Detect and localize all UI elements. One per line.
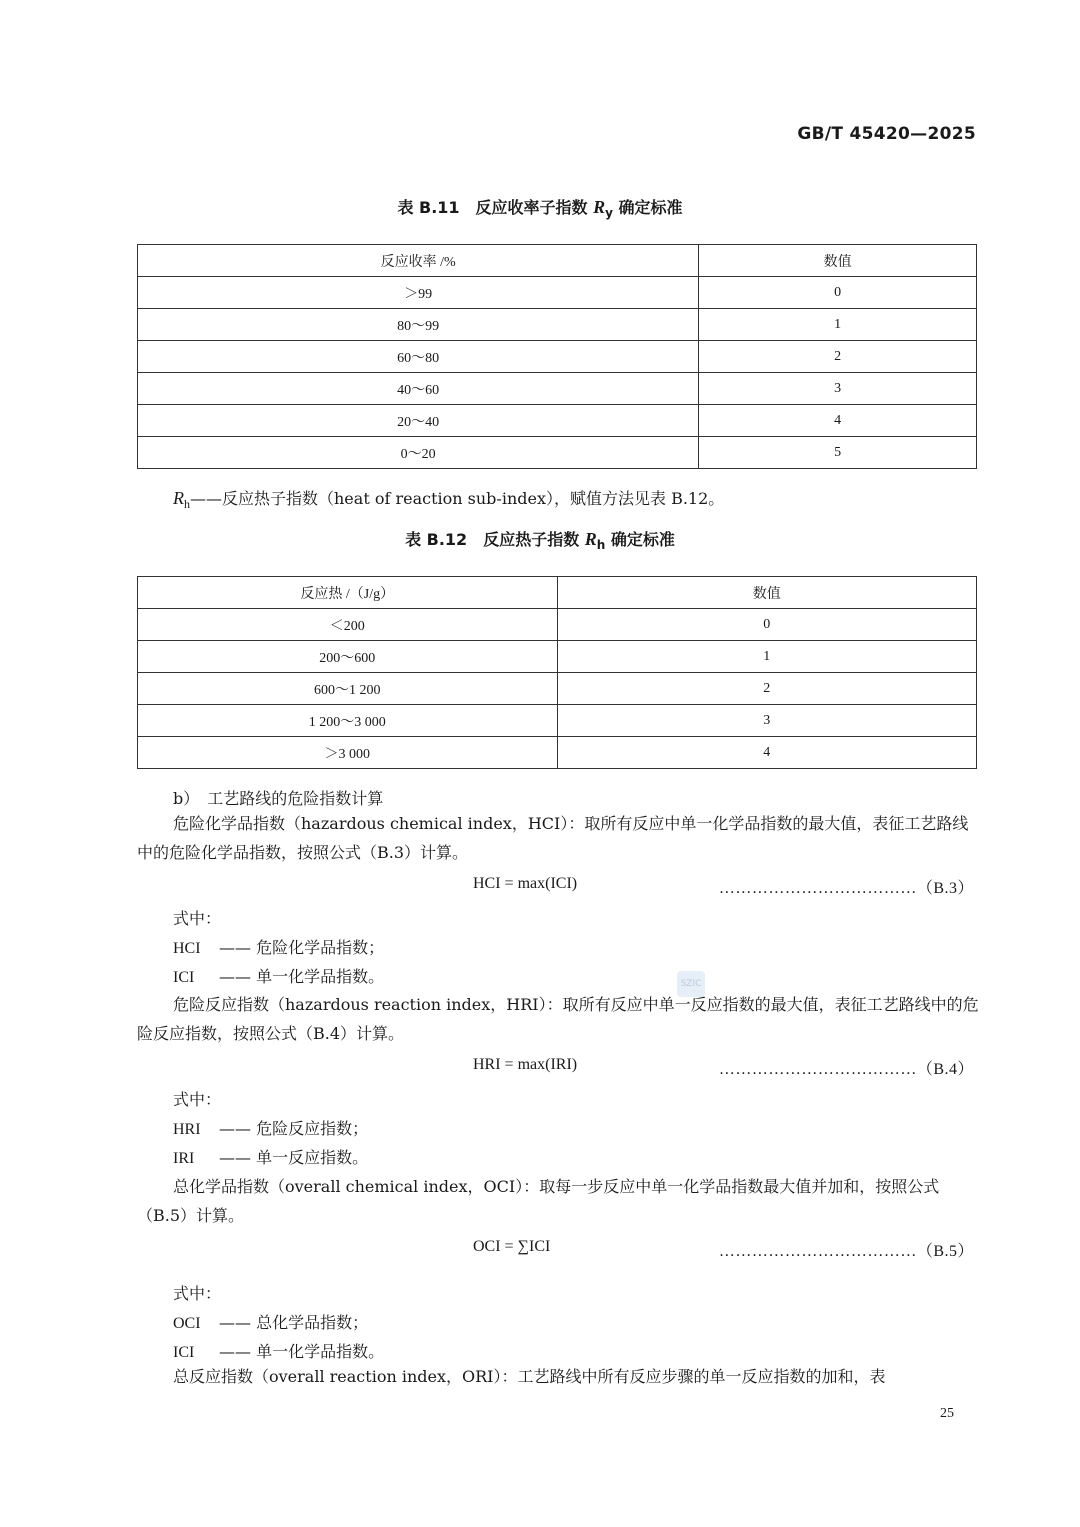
rh-text: ——反应热子指数（heat of reaction sub-index），赋值方法见表 B.12。 [190, 489, 725, 508]
standard-code: GB/T 45420—2025 [797, 124, 976, 144]
formula-b4 [137, 1056, 980, 1076]
value-cell: 2 [557, 673, 976, 705]
value-cell: 1 [557, 641, 976, 673]
where-label: 式中： [173, 1284, 222, 1303]
table-row [138, 341, 977, 373]
range-cell: 40～60 [138, 373, 699, 405]
range-cell: 0～20 [138, 437, 699, 469]
rh-note [173, 486, 724, 512]
value-cell: 0 [699, 277, 977, 309]
range-cell: 60～80 [138, 341, 699, 373]
page-number: 25 [940, 1406, 954, 1421]
range-cell: 600～1 200 [138, 673, 558, 705]
ori-paragraph: 总反应指数（overall reaction index，ORI）：工艺路线中所有反应步骤的单一反应指数的加和，表 [173, 1367, 886, 1386]
range-cell: ＞3 000 [138, 737, 558, 769]
definition-line [173, 1310, 368, 1333]
caption-symbol: R [584, 529, 597, 549]
where-label: 式中： [173, 909, 222, 928]
rh-symbol: R [173, 488, 184, 508]
definition-line [173, 1145, 368, 1168]
column-header: 反应热 /（J/g） [138, 577, 558, 609]
value-cell: 1 [699, 309, 977, 341]
caption-symbol: R [593, 197, 606, 217]
table-b12 [137, 576, 977, 769]
watermark-logo: SZIC [677, 971, 705, 997]
table-row [138, 609, 977, 641]
hci-paragraph: 危险化学品指数（hazardous chemical index，HCI）：取所有反应中单一化学品指数的最大值，表征工艺路线中的危险化学品指数，按照公式（B.3）计算。 [137, 814, 969, 862]
range-cell: 80～99 [138, 309, 699, 341]
formula-reference: ………………………………（B.4） [718, 1061, 974, 1078]
value-cell: 4 [699, 405, 977, 437]
definition-text: —— 单一化学品指数。 [219, 967, 385, 986]
rh-subscript: h [184, 497, 190, 511]
oci-paragraph: 总化学品指数（overall chemical index，OCI）：取每一步反应中单一化学品指数最大值并加和，按照公式（B.5）计算。 [137, 1177, 940, 1225]
formula-b5 [137, 1238, 980, 1258]
caption-suffix: 确定标准 [612, 198, 683, 217]
value-cell: 2 [699, 341, 977, 373]
where-label: 式中： [173, 1090, 222, 1109]
formula-reference: ………………………………（B.5） [718, 1243, 974, 1260]
caption-suffix: 确定标准 [605, 530, 675, 549]
definition-line [173, 935, 384, 958]
definition-text: —— 单一化学品指数。 [219, 1342, 385, 1361]
range-cell: 200～600 [138, 641, 558, 673]
column-header: 数值 [557, 577, 976, 609]
table-row [138, 437, 977, 469]
definition-text: —— 危险化学品指数； [219, 938, 385, 957]
definition-text: —— 危险反应指数； [219, 1119, 369, 1138]
caption-prefix: 表 B.12 反应热子指数 [405, 530, 585, 549]
table-b11 [137, 244, 977, 469]
definition-text: —— 单一反应指数。 [219, 1148, 369, 1167]
table-row [138, 373, 977, 405]
definition-abbr: ICI [173, 969, 195, 986]
formula-expression: HCI = max(ICI) [473, 875, 578, 892]
range-cell: 1 200～3 000 [138, 705, 558, 737]
caption-subscript: y [605, 206, 613, 220]
column-header: 反应收率 /% [138, 245, 699, 277]
table-b11-caption [0, 195, 1080, 220]
table-b12-caption [0, 527, 1080, 552]
table-row [138, 641, 977, 673]
range-cell: ＜200 [138, 609, 558, 641]
value-cell: 5 [699, 437, 977, 469]
table-row [138, 673, 977, 705]
hri-paragraph: 危险反应指数（hazardous reaction index，HRI）：取所有反应中单一反应指数的最大值，表征工艺路线中的危险反应指数，按照公式（B.4）计算。 [137, 995, 979, 1043]
formula-b3 [137, 875, 980, 895]
definition-text: —— 总化学品指数； [219, 1313, 369, 1332]
value-cell: 4 [557, 737, 976, 769]
definition-line [173, 964, 384, 987]
table-row [138, 705, 977, 737]
definition-abbr: IRI [173, 1150, 195, 1167]
range-cell: 20～40 [138, 405, 699, 437]
section-b-heading: b） 工艺路线的危险指数计算 [173, 789, 384, 808]
definition-line [173, 1339, 384, 1362]
table-row [138, 277, 977, 309]
table-header-row [138, 577, 977, 609]
caption-subscript: h [596, 538, 606, 552]
definition-abbr: HRI [173, 1121, 201, 1138]
formula-reference: ………………………………（B.3） [718, 880, 974, 897]
range-cell: ＞99 [138, 277, 699, 309]
table-header-row [138, 245, 977, 277]
table-row [138, 405, 977, 437]
formula-expression: HRI = max(IRI) [473, 1056, 578, 1073]
value-cell: 3 [557, 705, 976, 737]
definition-abbr: ICI [173, 1344, 195, 1361]
value-cell: 3 [699, 373, 977, 405]
formula-expression: OCI = ∑ICI [473, 1238, 551, 1255]
definition-abbr: HCI [173, 940, 201, 957]
table-row [138, 737, 977, 769]
definition-line [173, 1116, 368, 1139]
value-cell: 0 [557, 609, 976, 641]
definition-abbr: OCI [173, 1315, 201, 1332]
table-row [138, 309, 977, 341]
column-header: 数值 [699, 245, 977, 277]
caption-prefix: 表 B.11 反应收率子指数 [397, 198, 594, 217]
